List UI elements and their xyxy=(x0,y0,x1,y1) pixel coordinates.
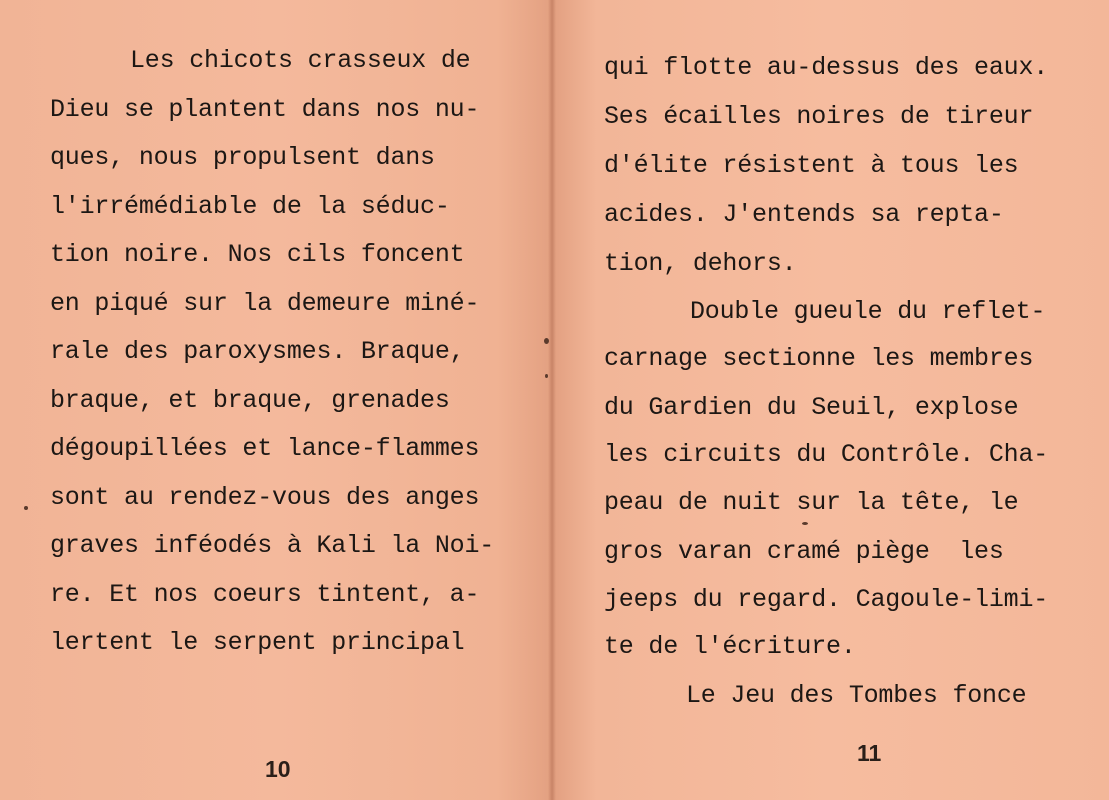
right-page xyxy=(552,0,1109,800)
right-line: tion, dehors. xyxy=(604,249,797,278)
ink-speck xyxy=(802,522,808,525)
right-line: te de l'écriture. xyxy=(604,632,856,661)
page-number-right: 11 xyxy=(857,740,882,766)
right-line: Ses écailles noires de tireur xyxy=(604,102,1034,131)
left-line: l'irrémédiable de la séduc- xyxy=(50,192,450,221)
left-line: re. Et nos coeurs tintent, a- xyxy=(50,580,480,609)
ink-speck xyxy=(24,506,28,510)
left-line: en piqué sur la demeure miné- xyxy=(50,289,480,318)
right-line: gros varan cramé piège les xyxy=(604,537,1004,566)
left-line: braque, et braque, grenades xyxy=(50,386,450,415)
left-line: ques, nous propulsent dans xyxy=(50,143,435,172)
right-line: Le Jeu des Tombes fonce xyxy=(686,681,1027,710)
left-line: tion noire. Nos cils foncent xyxy=(50,240,465,269)
right-line: qui flotte au-dessus des eaux. xyxy=(604,53,1049,82)
right-line: jeeps du regard. Cagoule-limi- xyxy=(604,585,1049,614)
left-line: Les chicots crasseux de xyxy=(130,46,471,75)
right-line: du Gardien du Seuil, explose xyxy=(604,393,1019,422)
book-gutter xyxy=(548,0,556,800)
left-page xyxy=(0,0,552,800)
left-line: Dieu se plantent dans nos nu- xyxy=(50,95,480,124)
left-line: lertent le serpent principal xyxy=(50,628,465,657)
page-number-left: 10 xyxy=(265,756,291,782)
left-line: graves inféodés à Kali la Noi- xyxy=(50,531,495,560)
right-line: les circuits du Contrôle. Cha- xyxy=(604,440,1049,469)
right-line: acides. J'entends sa repta- xyxy=(604,200,1004,229)
right-line: d'élite résistent à tous les xyxy=(604,151,1019,180)
right-line: peau de nuit sur la tête, le xyxy=(604,488,1019,517)
left-line: rale des paroxysmes. Braque, xyxy=(50,337,465,366)
right-line: carnage sectionne les membres xyxy=(604,344,1034,373)
left-line: dégoupillées et lance-flammes xyxy=(50,434,480,463)
left-line: sont au rendez-vous des anges xyxy=(50,483,480,512)
right-line: Double gueule du reflet- xyxy=(690,297,1046,326)
